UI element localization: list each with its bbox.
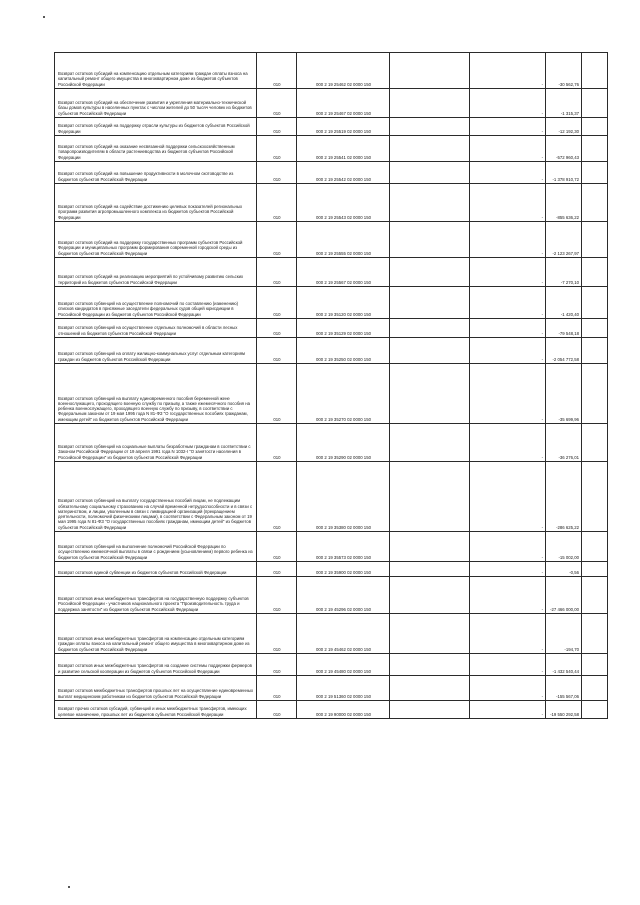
scan-speck (68, 886, 70, 888)
row-kbk-cell: 000 2 19 25462 02 0000 150 (297, 53, 390, 89)
row-blank-cell (390, 562, 470, 577)
row-amount-cell: -15 002,00 (546, 532, 582, 562)
row-kbk-cell: 000 2 19 35573 02 0000 150 (297, 532, 390, 562)
row-code-cell: 010 (257, 136, 297, 162)
row-name-cell: Возврат прочих остатков субсидий, субвенций и иных межбюджетных трансфертов, имеющих целевое назначение, прошлых лет из бюджетов субъектов Российской Федерации (55, 701, 257, 719)
row-name-cell: Возврат остатков субсидий на реализацию мероприятий по устойчивому развитию сельских территорий из бюджетов субъектов Российской Федерации (55, 258, 257, 287)
row-dash-cell: - (470, 222, 546, 258)
row-kbk-cell: 000 2 19 25467 02 0000 150 (297, 89, 390, 118)
table-row (55, 562, 608, 577)
row-code-cell: 010 (257, 562, 297, 577)
row-code-cell: 010 (257, 424, 297, 462)
row-dash-cell: - (470, 136, 546, 162)
row-kbk-cell: 000 2 19 25567 02 0000 150 (297, 258, 390, 287)
table-row (55, 338, 608, 364)
row-amount-cell: -2 123 267,97 (546, 222, 582, 258)
row-blank-cell (582, 614, 608, 654)
row-dash-cell: - (470, 118, 546, 136)
table-row (55, 222, 608, 258)
row-kbk-cell: 000 2 19 35380 02 0000 150 (297, 462, 390, 532)
row-amount-cell: -36 276,01 (546, 424, 582, 462)
row-name-cell: Возврат остатков иных межбюджетных трансфертов на создание системы поддержки фермеров и развитие сельской кооперации из бюджетов субъектов Российской Федерации (55, 654, 257, 676)
row-blank-cell (582, 162, 608, 184)
row-blank-cell (582, 136, 608, 162)
row-code-cell: 010 (257, 338, 297, 364)
row-amount-cell: -2 054 772,58 (546, 338, 582, 364)
table-row (55, 654, 608, 676)
row-kbk-cell: 000 2 19 35270 02 0000 150 (297, 364, 390, 424)
row-dash-cell: - (470, 338, 546, 364)
row-blank-cell (582, 319, 608, 338)
row-name-cell: Возврат остатков субвенций на осуществление полномочий по составлению (изменению) списков кандидатов в присяжные заседатели федеральных судов общей юрисдикции в Российской Федерации из бюджетов субъектов Российской Федерации (55, 287, 257, 319)
row-blank-cell (582, 222, 608, 258)
row-blank-cell (390, 364, 470, 424)
table-row (55, 577, 608, 614)
row-name-cell: Возврат остатков субсидий на обеспечение развития и укрепления материально-технической базы домов культуры в населенных пунктах с числом жителей до 50 тысяч человек из бюджетов субъектов Российской Федерации (55, 89, 257, 118)
row-dash-cell: - (470, 676, 546, 701)
row-blank-cell (390, 338, 470, 364)
row-name-cell: Возврат остатков субсидий на поддержку государственных программ субъектов Российской Федерации и муниципальных программ формирования современной городской среды из бюджетов субъектов Российской Федерации (55, 222, 257, 258)
row-kbk-cell: 000 2 19 45480 02 0000 150 (297, 654, 390, 676)
row-blank-cell (582, 89, 608, 118)
row-amount-cell: -7 270,10 (546, 258, 582, 287)
scan-speck (43, 16, 45, 18)
table-row (55, 89, 608, 118)
row-code-cell: 010 (257, 577, 297, 614)
row-dash-cell: - (470, 424, 546, 462)
row-code-cell: 010 (257, 287, 297, 319)
row-kbk-cell: 000 2 19 25542 02 0000 150 (297, 162, 390, 184)
row-code-cell: 010 (257, 654, 297, 676)
row-blank-cell (582, 654, 608, 676)
row-dash-cell: - (470, 258, 546, 287)
row-dash-cell: - (470, 577, 546, 614)
row-kbk-cell: 000 2 19 25543 02 0000 150 (297, 184, 390, 222)
row-blank-cell (390, 462, 470, 532)
row-blank-cell (582, 577, 608, 614)
table-row (55, 53, 608, 89)
row-name-cell: Возврат остатков субвенций на выполнение полномочий Российской Федерации по осуществлению ежемесячной выплаты в связи с рождением (усыновлением) первого ребенка из бюджетов субъектов Российской Федерации (55, 532, 257, 562)
row-kbk-cell: 000 2 19 45296 02 0000 150 (297, 577, 390, 614)
table-row (55, 118, 608, 136)
row-dash-cell: - (470, 287, 546, 319)
row-code-cell: 010 (257, 89, 297, 118)
row-amount-cell: -35 699,96 (546, 364, 582, 424)
row-blank-cell (582, 53, 608, 89)
row-blank-cell (390, 424, 470, 462)
row-dash-cell: - (470, 654, 546, 676)
row-blank-cell (390, 162, 470, 184)
row-dash-cell: - (470, 532, 546, 562)
row-blank-cell (390, 676, 470, 701)
row-name-cell: Возврат остатков межбюджетных трансфертов прошлых лет на осуществление единовременных выплат медицинским работникам из бюджетов субъектов Российской Федерации (55, 676, 257, 701)
row-dash-cell: - (470, 162, 546, 184)
row-code-cell: 010 (257, 118, 297, 136)
row-name-cell: Возврат остатков субвенций на выплату государственных пособий лицам, не подлежащим обязательному социальному страхованию на случай временной нетрудоспособности и в связи с материнством, и лицам, уволенным в связи с ликвидацией организаций (прекращением деятельности, полномочий физическими лицами), в соответствии с Федеральным законом от 19 мая 1995 года N 81-ФЗ "О государственных пособиях гражданам, имеющим детей" из бюджетов субъектов Российской Федерации (55, 462, 257, 532)
table-row (55, 532, 608, 562)
row-blank-cell (390, 222, 470, 258)
row-name-cell: Возврат остатков субвенций на осуществление отдельных полномочий в области лесных отношений из бюджетов субъектов Российской Федерации (55, 319, 257, 338)
row-blank-cell (582, 562, 608, 577)
row-amount-cell: -1 315,37 (546, 89, 582, 118)
row-amount-cell: -12 192,30 (546, 118, 582, 136)
row-amount-cell: -155 567,06 (546, 676, 582, 701)
row-code-cell: 010 (257, 364, 297, 424)
row-blank-cell (582, 287, 608, 319)
row-name-cell: Возврат остатков единой субвенции из бюджетов субъектов Российской Федерации (55, 562, 257, 577)
row-blank-cell (390, 532, 470, 562)
row-kbk-cell: 000 2 19 25519 02 0000 150 (297, 118, 390, 136)
table-row (55, 184, 608, 222)
row-kbk-cell: 000 2 19 90000 02 0000 150 (297, 701, 390, 719)
row-kbk-cell: 000 2 19 35290 02 0000 150 (297, 424, 390, 462)
row-amount-cell: -572 960,43 (546, 136, 582, 162)
row-amount-cell: -1 420,40 (546, 287, 582, 319)
row-blank-cell (390, 701, 470, 719)
row-blank-cell (582, 184, 608, 222)
row-blank-cell (582, 462, 608, 532)
row-name-cell: Возврат остатков иных межбюджетных трансфертов на компенсацию отдельным категориям граждан оплаты взноса на капитальный ремонт общего имущества в многоквартирном доме из бюджетов субъектов Российской Федерации (55, 614, 257, 654)
row-blank-cell (390, 184, 470, 222)
row-blank-cell (582, 424, 608, 462)
table-body (55, 53, 608, 719)
table-row (55, 462, 608, 532)
row-code-cell: 010 (257, 162, 297, 184)
row-blank-cell (390, 258, 470, 287)
row-blank-cell (390, 287, 470, 319)
table-row (55, 676, 608, 701)
row-amount-cell: -0,56 (546, 562, 582, 577)
row-code-cell: 010 (257, 462, 297, 532)
row-name-cell: Возврат остатков иных межбюджетных трансфертов на государственную поддержку субъектов Российской Федерации - участников национального проекта "Производительность труда и поддержка занятости" из бюджетов субъектов Российской Федерации (55, 577, 257, 614)
row-dash-cell: - (470, 184, 546, 222)
table-row (55, 364, 608, 424)
row-kbk-cell: 000 2 19 25555 02 0000 150 (297, 222, 390, 258)
row-dash-cell: - (470, 614, 546, 654)
row-blank-cell (390, 118, 470, 136)
row-dash-cell: - (470, 89, 546, 118)
row-name-cell: Возврат остатков субсидий на содействие достижению целевых показателей региональных программ развития агропромышленного комплекса из бюджетов субъектов Российской Федерации (55, 184, 257, 222)
table-row (55, 319, 608, 338)
row-name-cell: Возврат остатков субсидий на оказание несвязанной поддержки сельскохозяйственным товаропроизводителям в области растениеводства из бюджетов субъектов Российской Федерации (55, 136, 257, 162)
row-blank-cell (582, 676, 608, 701)
table-row (55, 614, 608, 654)
row-code-cell: 010 (257, 319, 297, 338)
row-amount-cell: -1 378 910,72 (546, 162, 582, 184)
row-code-cell: 010 (257, 676, 297, 701)
row-blank-cell (582, 364, 608, 424)
row-name-cell: Возврат остатков субсидий на компенсацию отдельным категориям граждан оплаты взноса на капитальный ремонт общего имущества в многоквартирном доме из бюджетов субъектов Российской Федерации (55, 53, 257, 89)
row-dash-cell: - (470, 319, 546, 338)
row-blank-cell (390, 136, 470, 162)
row-code-cell: 010 (257, 184, 297, 222)
row-blank-cell (582, 701, 608, 719)
table-row (55, 424, 608, 462)
row-amount-cell: -19 550 292,58 (546, 701, 582, 719)
row-kbk-cell: 000 2 19 51360 02 0000 150 (297, 676, 390, 701)
row-code-cell: 010 (257, 53, 297, 89)
row-blank-cell (390, 53, 470, 89)
row-name-cell: Возврат остатков субсидий на повышение продуктивности в молочном скотоводстве из бюджетов субъектов Российской Федерации (55, 162, 257, 184)
row-dash-cell: - (470, 562, 546, 577)
row-code-cell: 010 (257, 614, 297, 654)
row-blank-cell (582, 338, 608, 364)
row-amount-cell: -286 625,22 (546, 462, 582, 532)
row-dash-cell: - (470, 364, 546, 424)
row-code-cell: 010 (257, 222, 297, 258)
row-dash-cell: - (470, 53, 546, 89)
table-row (55, 136, 608, 162)
row-blank-cell (390, 577, 470, 614)
row-blank-cell (390, 89, 470, 118)
row-kbk-cell: 000 2 19 35250 02 0000 150 (297, 338, 390, 364)
row-amount-cell: -27 466 000,00 (546, 577, 582, 614)
row-dash-cell: - (470, 462, 546, 532)
row-name-cell: Возврат остатков субвенций на оплату жилищно-коммунальных услуг отдельным категориям граждан из бюджетов субъектов Российской Федерации (55, 338, 257, 364)
row-amount-cell: -79 548,18 (546, 319, 582, 338)
row-name-cell: Возврат остатков субвенций на выплату единовременного пособия беременной жене военнослужащего, проходящего военную службу по призыву, а также ежемесячного пособия на ребенка военнослужащего, проходящего военную службу по призыву, в соответствии с Федеральным законом от 19 мая 1995 года N 81-ФЗ "О государственных пособиях гражданам, имеющим детей" из бюджетов субъектов Российской Федерации (55, 364, 257, 424)
budget-returns-table (54, 52, 608, 719)
row-blank-cell (390, 614, 470, 654)
row-kbk-cell: 000 2 19 35120 02 0000 150 (297, 287, 390, 319)
row-kbk-cell: 000 2 19 25541 02 0000 150 (297, 136, 390, 162)
row-dash-cell: - (470, 701, 546, 719)
row-kbk-cell: 000 2 19 35129 02 0000 150 (297, 319, 390, 338)
table-row (55, 701, 608, 719)
row-blank-cell (582, 118, 608, 136)
row-amount-cell: -855 636,22 (546, 184, 582, 222)
row-kbk-cell: 000 2 19 45462 02 0000 150 (297, 614, 390, 654)
row-blank-cell (582, 258, 608, 287)
row-kbk-cell: 000 2 19 35900 02 0000 150 (297, 562, 390, 577)
row-code-cell: 010 (257, 258, 297, 287)
row-amount-cell: -30 562,76 (546, 53, 582, 89)
table-row (55, 287, 608, 319)
row-blank-cell (582, 532, 608, 562)
row-blank-cell (390, 319, 470, 338)
row-code-cell: 010 (257, 701, 297, 719)
row-code-cell: 010 (257, 532, 297, 562)
row-name-cell: Возврат остатков субсидий на поддержку отрасли культуры из бюджетов субъектов Российской Федерации (55, 118, 257, 136)
row-amount-cell: -1 432 540,44 (546, 654, 582, 676)
table-row (55, 258, 608, 287)
table-row (55, 162, 608, 184)
row-name-cell: Возврат остатков субвенций на социальные выплаты безработным гражданам в соответствии с Законом Российской Федерации от 19 апреля 1991 года N 1032-I "О занятости населения в Российской Федерации" из бюджетов субъектов Российской Федерации (55, 424, 257, 462)
row-blank-cell (390, 654, 470, 676)
row-amount-cell: -194,70 (546, 614, 582, 654)
